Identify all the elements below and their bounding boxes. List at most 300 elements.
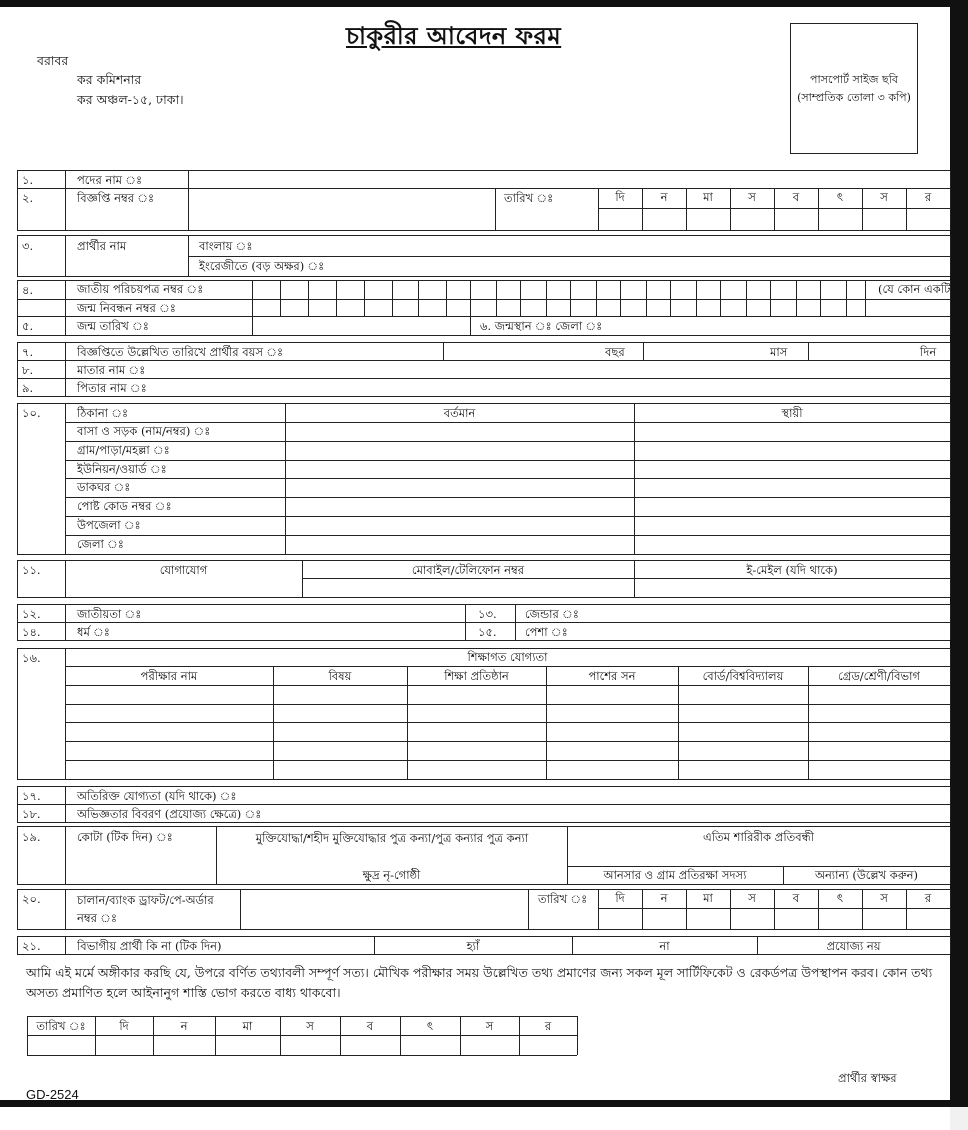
grid-vline [495, 188, 496, 230]
education-cell-input[interactable] [809, 723, 950, 741]
id-digit-box[interactable] [446, 281, 470, 315]
circular-date-cell-label: স [748, 190, 756, 204]
mother-name-label: মাতার নাম ঃ [77, 363, 146, 377]
education-col-header: পাশের সন [588, 669, 636, 683]
grid-vline [515, 604, 516, 640]
grid-vline [17, 648, 18, 779]
education-cell-input[interactable] [274, 686, 407, 704]
occupation-input[interactable] [570, 623, 948, 639]
mobile-input[interactable] [303, 579, 633, 596]
grid-vline [65, 235, 66, 276]
education-cell-input[interactable] [679, 705, 808, 722]
present-union-ward-input[interactable] [286, 461, 633, 478]
quota-label: কোটা (টিক দিন) ঃ [77, 830, 173, 844]
form-code: GD-2524 [26, 1087, 79, 1102]
footer-date-cell-label: ব [366, 1019, 374, 1033]
row-3-num: ৩. [22, 239, 34, 253]
salutation: বরাবর [37, 53, 69, 68]
birth-reg-label: জন্ম নিবন্ধন নম্বর ঃ [77, 301, 176, 315]
address-field-post-office-label: ডাকঘর ঃ [77, 480, 131, 494]
row-4-num: ৪. [22, 283, 34, 297]
name-english-label: ইংরেজীতে (বড় অক্ষর) ঃ [199, 259, 325, 273]
grid-vline [730, 889, 731, 929]
present-house-road-input[interactable] [286, 423, 633, 441]
id-digit-box[interactable] [646, 281, 670, 315]
id-digit-box[interactable] [418, 281, 446, 315]
circular-date-input[interactable] [862, 208, 906, 230]
post-name-label: পদের নাম ঃ [77, 173, 143, 187]
id-digit-box[interactable] [364, 281, 392, 315]
row-12-num: ১২. [22, 607, 41, 621]
education-cell-input[interactable] [408, 761, 546, 779]
circular-no-label: বিজ্ঞপ্তি নম্বর ঃ [77, 191, 155, 205]
grid-hline [65, 666, 950, 667]
quota-other-option[interactable]: অন্যান্য (উল্লেখ করুন) [814, 868, 919, 882]
footer-date-input[interactable] [281, 1036, 340, 1054]
grid-vline [950, 889, 951, 929]
grid-hline [17, 648, 950, 649]
photo-box-label: পাসপোর্ট সাইজ ছবি (সাম্প্রতিক তোলা ৩ কপি) [797, 73, 911, 104]
circular-date-label: তারিখ ঃ [504, 191, 554, 205]
education-cell-input[interactable] [547, 742, 678, 760]
challan-date-cell-label: র [924, 891, 932, 905]
name-bangla-input[interactable] [300, 236, 948, 255]
id-digit-box[interactable] [496, 281, 520, 315]
footer-date-input[interactable] [341, 1036, 400, 1054]
circular-date-input[interactable] [906, 208, 950, 230]
grid-hline [17, 554, 950, 555]
applicant-name-label: প্রার্থীর নাম [77, 239, 127, 253]
grid-vline [598, 188, 599, 230]
footer-date-input[interactable] [401, 1036, 460, 1054]
footer-date-input[interactable] [216, 1036, 280, 1054]
id-digit-box[interactable] [596, 281, 620, 315]
circular-date-cell-label: ৎ [836, 190, 844, 204]
birthplace-label: ৬. জন্মস্থান ঃ জেলা ঃ [480, 319, 603, 333]
id-digit-box[interactable] [720, 281, 746, 315]
grid-vline [598, 889, 599, 929]
row-11-num: ১১. [22, 563, 41, 577]
circular-date-cell-label: র [924, 190, 932, 204]
address-field-house-road-label: বাসা ও সড়ক (নাম/নম্বর) ঃ [77, 424, 211, 438]
challan-date-input[interactable] [598, 908, 642, 929]
id-digit-box[interactable] [820, 281, 846, 315]
row-13-num: ১৩. [478, 607, 497, 621]
grid-vline [65, 342, 66, 396]
education-cell-input[interactable] [408, 742, 546, 760]
challan-date-label: তারিখ ঃ [538, 892, 588, 906]
id-digit-box[interactable] [470, 281, 496, 315]
grid-hline [17, 230, 950, 231]
challan-date-cell-label: স [748, 891, 756, 905]
gender-input[interactable] [590, 605, 948, 621]
id-digit-box[interactable] [696, 281, 720, 315]
challan-date-cell-label: স [880, 891, 888, 905]
grid-hline [17, 560, 950, 561]
extra-qualification-input[interactable] [285, 787, 948, 803]
grid-vline [906, 188, 907, 230]
age-days-input[interactable] [809, 343, 919, 359]
id-digit-box[interactable] [770, 281, 796, 315]
row-7-num: ৭. [22, 345, 34, 359]
education-cell-input[interactable] [547, 723, 678, 741]
grid-vline [65, 936, 66, 954]
signature-label: প্রার্থীর স্বাক্ষর [838, 1071, 897, 1085]
mobile-header: মোবাইল/টেলিফোন নম্বর [411, 563, 525, 577]
grid-vline [642, 188, 643, 230]
grid-vline [686, 188, 687, 230]
grid-vline [17, 235, 18, 276]
id-digit-box[interactable] [280, 281, 308, 315]
education-cell-input[interactable] [66, 761, 273, 779]
photo-box[interactable] [790, 23, 918, 154]
id-digit-box[interactable] [570, 281, 596, 315]
page-border-top [0, 0, 968, 7]
education-header: শিক্ষাগত যোগ্যতা [467, 650, 548, 664]
circular-date-cell-label: দি [615, 190, 625, 204]
grid-vline [642, 889, 643, 929]
footer-date-input[interactable] [520, 1036, 577, 1054]
grid-vline [17, 889, 18, 929]
challan-date-input[interactable] [686, 908, 730, 929]
age-day-unit: দিন [920, 345, 937, 359]
address-field-village-label: গ্রাম/পাড়া/মহল্লা ঃ [77, 443, 170, 457]
education-cell-input[interactable] [66, 723, 273, 741]
id-digit-box[interactable] [392, 281, 418, 315]
footer-date-cell-label: স [306, 1019, 314, 1033]
education-col-header: শিক্ষা প্রতিষ্ঠান [444, 669, 509, 683]
grid-hline [567, 866, 950, 867]
permanent-district-input[interactable] [635, 536, 949, 554]
page-border-right [950, 0, 968, 1107]
education-cell-input[interactable] [547, 686, 678, 704]
present-address-header: বর্তমান [443, 406, 476, 420]
age-year-unit: বছর [605, 345, 625, 359]
grid-vline [950, 560, 951, 597]
grid-vline [950, 826, 951, 884]
education-cell-input[interactable] [547, 761, 678, 779]
education-cell-input[interactable] [66, 742, 273, 760]
grid-vline [17, 786, 18, 822]
education-cell-input[interactable] [408, 686, 546, 704]
id-digit-box[interactable] [620, 281, 646, 315]
challan-date-input[interactable] [730, 908, 774, 929]
experience-input[interactable] [305, 805, 948, 821]
id-digit-box[interactable] [520, 281, 546, 315]
circular-date-input[interactable] [774, 208, 818, 230]
departmental-label: বিভাগীয় প্রার্থী কি না (টিক দিন) [77, 939, 222, 953]
any-one-note: (যে কোন একটি) [878, 282, 955, 296]
education-col-header: পরীক্ষার নাম [140, 669, 198, 683]
grid-hline [17, 640, 950, 641]
education-cell-input[interactable] [679, 742, 808, 760]
permanent-address-header: স্থায়ী [781, 406, 803, 420]
circular-date-input[interactable] [686, 208, 730, 230]
education-cell-input[interactable] [66, 705, 273, 722]
education-cell-input[interactable] [274, 761, 407, 779]
education-cell-input[interactable] [274, 742, 407, 760]
row-5-num: ৫. [22, 319, 34, 333]
footer-date-cell-label: দি [119, 1019, 129, 1033]
row-20-num: ২০. [22, 892, 41, 906]
education-cell-input[interactable] [679, 761, 808, 779]
religion-label: ধর্ম ঃ [77, 625, 110, 639]
row-10-num: ১০. [22, 406, 41, 420]
challan-date-input[interactable] [906, 908, 950, 929]
grid-vline [774, 188, 775, 230]
age-years-input[interactable] [444, 343, 604, 359]
mother-name-input[interactable] [160, 361, 948, 377]
present-post-code-input[interactable] [286, 498, 633, 516]
permanent-union-ward-input[interactable] [635, 461, 949, 478]
grid-vline [17, 936, 18, 954]
grid-vline [865, 280, 866, 316]
post-name-input[interactable] [189, 171, 949, 187]
father-name-label: পিতার নাম ঃ [77, 381, 147, 395]
grid-vline [17, 604, 18, 640]
present-district-input[interactable] [286, 536, 633, 554]
address-label: ঠিকানা ঃ [77, 406, 129, 420]
present-upazila-input[interactable] [286, 517, 633, 535]
row-17-num: ১৭. [22, 789, 41, 803]
grid-hline [17, 929, 950, 930]
page-border-bottom [0, 1100, 968, 1107]
education-cell-input[interactable] [679, 686, 808, 704]
quota-ethnic-option[interactable]: ক্ষুদ্র নৃ-গোষ্ঠী [362, 868, 421, 882]
grid-hline [17, 276, 950, 277]
circular-no-input[interactable] [189, 189, 494, 229]
address-field-post-code-label: পোষ্ট কোড নম্বর ঃ [77, 499, 172, 513]
grid-vline [686, 889, 687, 929]
id-digit-box[interactable] [546, 281, 570, 315]
grid-vline [17, 342, 18, 396]
education-cell-input[interactable] [66, 686, 273, 704]
grid-vline [950, 188, 951, 230]
grid-hline [17, 779, 950, 780]
education-cell-input[interactable] [408, 723, 546, 741]
age-month-unit: মাস [770, 345, 788, 359]
grid-hline [17, 822, 950, 823]
grid-hline [17, 597, 950, 598]
education-cell-input[interactable] [809, 686, 950, 704]
grid-vline [17, 826, 18, 884]
name-english-input[interactable] [370, 257, 948, 275]
grid-vline [17, 403, 18, 554]
permanent-house-road-input[interactable] [635, 423, 949, 441]
id-digit-box[interactable] [670, 281, 696, 315]
footer-date-cell-label: ৎ [426, 1019, 434, 1033]
grid-vline [818, 889, 819, 929]
challan-date-cell-label: ন [660, 891, 668, 905]
permanent-post-office-input[interactable] [635, 479, 949, 497]
nationality-label: জাতীয়তা ঃ [77, 607, 142, 621]
experience-label: অভিজ্ঞতার বিবরণ (প্রযোজ্য ক্ষেত্রে) ঃ [77, 807, 262, 821]
row-21-num: ২১. [22, 939, 41, 953]
dob-input[interactable] [253, 317, 469, 334]
grid-vline [65, 889, 66, 929]
permanent-upazila-input[interactable] [635, 517, 949, 535]
row-18-num: ১৮. [22, 807, 41, 821]
present-post-office-input[interactable] [286, 479, 633, 497]
present-village-input[interactable] [286, 442, 633, 460]
extra-qualification-label: অতিরিক্ত যোগ্যতা (যদি থাকে) ঃ [77, 789, 237, 803]
grid-vline [465, 604, 466, 640]
gender-label: জেন্ডার ঃ [525, 607, 579, 621]
circular-date-input[interactable] [598, 208, 642, 230]
grid-vline [17, 560, 18, 597]
circular-date-input[interactable] [730, 208, 774, 230]
education-cell-input[interactable] [547, 705, 678, 722]
departmental-no-option[interactable]: না [659, 939, 670, 953]
circular-date-cell-label: ব [792, 190, 800, 204]
circular-date-cell-label: মা [703, 190, 713, 204]
grid-vline [950, 403, 951, 554]
education-cell-input[interactable] [408, 705, 546, 722]
education-cell-input[interactable] [809, 742, 950, 760]
row-14-num: ১৪. [22, 625, 41, 639]
challan-date-input[interactable] [774, 908, 818, 929]
grid-hline [17, 335, 950, 336]
footer-date-input[interactable] [154, 1036, 215, 1054]
id-digit-box[interactable] [796, 281, 820, 315]
row-16-num: ১৬. [22, 651, 41, 665]
row-19-num: ১৯. [22, 830, 41, 844]
education-col-header: বিষয় [328, 669, 352, 683]
page-corner [950, 1107, 968, 1130]
footer-date-input[interactable] [96, 1036, 153, 1054]
email-input[interactable] [635, 579, 949, 596]
row-1-num: ১. [22, 173, 34, 187]
quota-ansar-option[interactable]: আনসার ও গ্রাম প্রতিরক্ষা সদস্য [603, 868, 747, 882]
address-field-district-label: জেলা ঃ [77, 537, 124, 551]
name-bangla-label: বাংলায় ঃ [199, 239, 253, 253]
father-name-input[interactable] [160, 379, 948, 395]
form-title: চাকুরীর আবেদন ফরম [346, 21, 562, 50]
challan-date-cell-label: দি [615, 891, 625, 905]
birthplace-input[interactable] [620, 317, 948, 334]
religion-input[interactable] [110, 623, 464, 639]
dob-label: জন্ম তারিখ ঃ [77, 319, 149, 333]
address-field-union-ward-label: ইউনিয়ন/ওয়ার্ড ঃ [77, 462, 167, 476]
row-8-num: ৮. [22, 363, 34, 377]
challan-no-input[interactable] [241, 890, 527, 928]
footer-date-cell-label: ন [180, 1019, 188, 1033]
grid-hline [17, 936, 950, 937]
grid-vline [950, 604, 951, 640]
grid-hline [17, 826, 950, 827]
challan-date-cell-label: মা [703, 891, 713, 905]
grid-vline [17, 280, 18, 335]
grid-vline [950, 936, 951, 954]
grid-vline [950, 786, 951, 822]
permanent-village-input[interactable] [635, 442, 949, 460]
grid-vline [470, 316, 471, 335]
circular-date-input[interactable] [642, 208, 686, 230]
declaration-text: আমি এই মর্মে অঙ্গীকার করছি যে, উপরে বর্ণিত তথ্যাবলী সম্পূর্ণ সত্য। মৌখিক পরীক্ষার সময় উল্লেখিত তথ্য প্রমাণের জন্য সকল মূল সার্টিফিকেট ও রেকর্ডপত্র উপস্থাপন করব। কোন তথ্য অসত্য প্রমাণিত হলে আইনানুগ শাস্তি ভোগ করতে বাধ্য থাকবো। [26, 965, 933, 1000]
education-col-header: বোর্ড/বিশ্ববিদ্যালয় [702, 669, 784, 683]
address-field-upazila-label: উপজেলা ঃ [77, 518, 141, 532]
grid-vline [730, 188, 731, 230]
education-cell-input[interactable] [274, 723, 407, 741]
grid-hline [17, 954, 950, 955]
challan-date-cell-label: ব [792, 891, 800, 905]
departmental-na-option[interactable]: প্রযোজ্য নয় [826, 939, 881, 953]
circular-date-input[interactable] [818, 208, 862, 230]
education-cell-input[interactable] [274, 705, 407, 722]
education-cell-input[interactable] [679, 723, 808, 741]
grid-vline [950, 342, 951, 396]
age-label: বিজ্ঞপ্তিতে উল্লেখিত তারিখে প্রার্থীর বয়স ঃ [77, 345, 284, 359]
grid-vline [906, 889, 907, 929]
grid-hline [17, 884, 950, 885]
departmental-yes-option[interactable]: হ্যাঁ [466, 939, 480, 953]
grid-vline [188, 235, 189, 276]
footer-date-input[interactable] [461, 1036, 519, 1054]
grid-hline [17, 396, 950, 397]
id-digit-box[interactable] [252, 281, 280, 315]
footer-date-label: তারিখ ঃ [36, 1019, 86, 1033]
grid-vline [950, 235, 951, 276]
grid-hline [27, 1055, 577, 1056]
grid-vline [528, 889, 529, 929]
email-header: ই-মেইল (যদি থাকে) [746, 563, 838, 577]
id-digit-box[interactable] [846, 281, 865, 315]
challan-date-input[interactable] [818, 908, 862, 929]
circular-date-cell-label: ন [660, 190, 668, 204]
footer-date-cell-label: স [485, 1019, 494, 1033]
grid-vline [862, 188, 863, 230]
grid-vline [65, 170, 66, 230]
nationality-input[interactable] [150, 605, 464, 621]
grid-vline [950, 648, 951, 779]
grid-hline [17, 403, 950, 404]
circular-date-cell-label: স [880, 190, 888, 204]
quota-orphan-disabled-option[interactable]: এতিম শারিরীক প্রতিবন্ধী [702, 830, 815, 844]
challan-date-input[interactable] [862, 908, 906, 929]
grid-vline [577, 1016, 578, 1055]
id-digit-box[interactable] [308, 281, 336, 315]
id-digit-box[interactable] [746, 281, 770, 315]
row-9-num: ৯. [22, 381, 34, 395]
office-address: কর অঞ্চল-১৫, ঢাকা। [77, 92, 184, 107]
grid-vline [65, 826, 66, 884]
occupation-label: পেশা ঃ [525, 625, 568, 639]
grid-vline [17, 170, 18, 230]
challan-no-label: চালান/ব্যাংক ড্রাফট/পে-অর্ডার নম্বর ঃ [77, 893, 214, 925]
grid-vline [818, 188, 819, 230]
quota-freedom-fighter-option[interactable]: মুক্তিযোদ্ধা/শহীদ মুক্তিযোদ্ধার পুত্র কন্যা/পুত্র কন্যার পুত্র কন্যা [255, 831, 529, 845]
footer-date-input[interactable] [28, 1036, 95, 1054]
grid-vline [65, 786, 66, 822]
grid-vline [774, 889, 775, 929]
challan-date-input[interactable] [642, 908, 686, 929]
age-months-input[interactable] [644, 343, 768, 359]
education-cell-input[interactable] [809, 705, 950, 722]
row-2-num: ২. [22, 191, 34, 205]
challan-date-cell-label: ৎ [836, 891, 844, 905]
grid-vline [65, 604, 66, 640]
permanent-post-code-input[interactable] [635, 498, 949, 516]
footer-date-cell-label: র [544, 1019, 552, 1033]
education-cell-input[interactable] [809, 761, 950, 779]
grid-vline [65, 403, 66, 554]
nid-label: জাতীয় পরিচয়পত্র নম্বর ঃ [77, 282, 204, 296]
id-digit-box[interactable] [336, 281, 364, 315]
contact-label: যোগাযোগ [159, 563, 208, 577]
row-15-num: ১৫. [478, 625, 497, 639]
footer-date-cell-label: মা [242, 1019, 253, 1033]
grid-vline [862, 889, 863, 929]
